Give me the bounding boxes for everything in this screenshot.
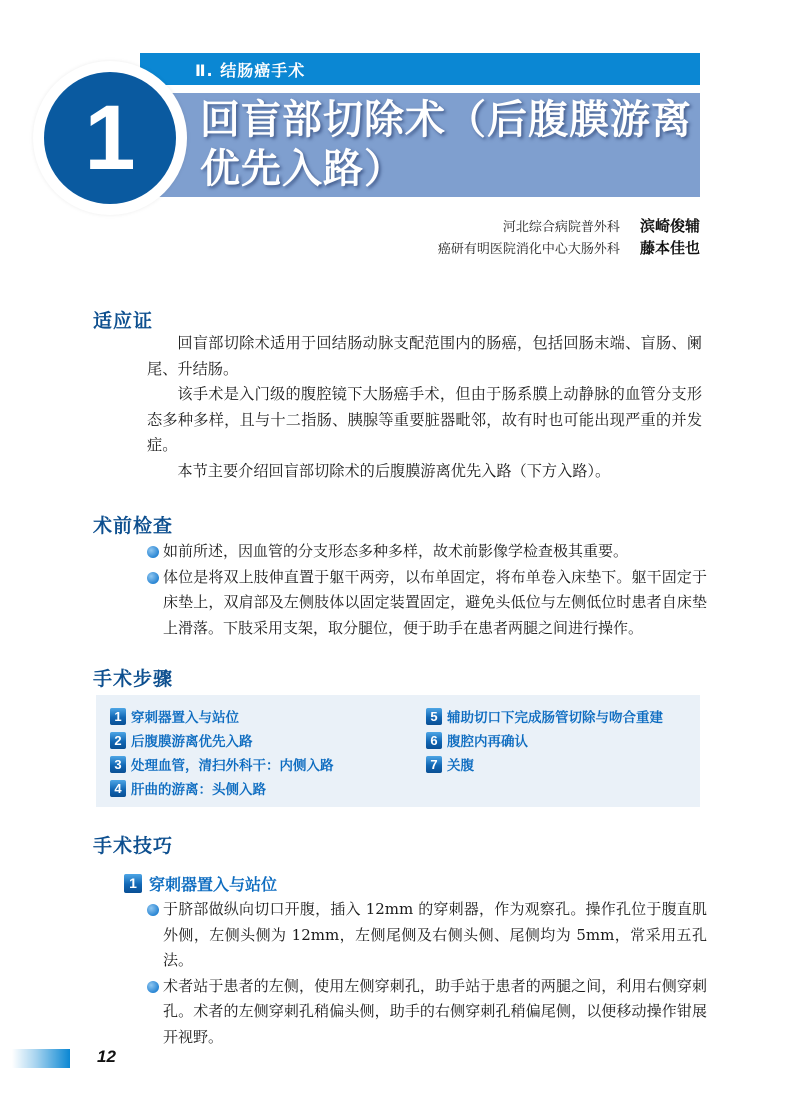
bullet-text: 如前所述，因血管的分支形态多种多样，故术前影像学检查极其重要。 [163, 542, 629, 560]
section-heading-steps: 手术步骤 [93, 668, 174, 690]
step-number-icon: 7 [426, 756, 442, 773]
bullet-dot-icon [147, 904, 159, 916]
step-label: 腹腔内再确认 [447, 734, 528, 750]
steps-box [96, 695, 700, 807]
paragraph: 回盲部切除术适用于回结肠动脉支配范围内的肠癌，包括回肠末端、盲肠、阑尾、升结肠。 [147, 334, 702, 378]
step-item-5 [426, 706, 663, 726]
bullet-dot-icon [147, 572, 159, 584]
page-number: 12 [97, 1047, 116, 1066]
section-heading-preop: 术前检查 [93, 515, 174, 537]
step-item-7 [426, 754, 474, 774]
subsection-title: 穿刺器置入与站位 [149, 875, 278, 894]
chapter-number: 1 [84, 87, 136, 189]
author-name: 藤本佳也 [639, 239, 700, 257]
step-item-4 [110, 778, 266, 798]
author-row [438, 238, 700, 260]
step-item-3 [110, 754, 334, 774]
bullet-item [147, 897, 707, 974]
step-item-2 [110, 730, 253, 750]
section-label: Ⅱ. 结肠癌手术 [195, 61, 306, 80]
bullet-dot-icon [147, 546, 159, 558]
paragraph: 本节主要介绍回盲部切除术的后腹膜游离优先入路（下方入路）。 [177, 461, 611, 480]
step-label: 辅助切口下完成肠管切除与吻合重建 [447, 710, 663, 726]
chapter-header [0, 0, 800, 210]
section-heading-techniques: 手术技巧 [93, 835, 174, 857]
step-item-6 [426, 730, 528, 750]
step-number-icon: 1 [110, 708, 126, 725]
step-item-1 [110, 706, 239, 726]
footer-accent-bar [12, 1049, 70, 1068]
section-heading-indications: 适应证 [93, 310, 154, 332]
bullet-text: 于脐部做纵向切口开腹，插入 12mm 的穿刺器，作为观察孔。操作孔位于腹直肌外侧，左侧头侧为 12mm，左侧尾侧及右侧头侧、尾侧均为 5mm，常采用五孔法。 [163, 900, 707, 969]
paragraph: 该手术是入门级的腹腔镜下大肠癌手术，但由于肠系膜上动静脉的血管分支形态多种多样，且与十二指肠、胰腺等重要脏器毗邻，故有时也可能出现严重的并发症。 [147, 385, 702, 454]
author-affiliation: 癌研有明医院消化中心大肠外科 [437, 242, 620, 257]
preop-bullets [147, 539, 707, 641]
step-number-icon: 3 [110, 756, 126, 773]
step-number-icon: 1 [124, 874, 142, 893]
step-label: 肝曲的游离：头侧入路 [131, 782, 266, 798]
step-number-icon: 5 [426, 708, 442, 725]
step-number-icon: 2 [110, 732, 126, 749]
step-label: 关腹 [447, 758, 474, 774]
author-list [438, 216, 700, 260]
bullet-text: 术者站于患者的左侧，使用左侧穿刺孔，助手站于患者的两腿之间，利用右侧穿刺孔。术者的左侧穿刺孔稍偏头侧，助手的右侧穿刺孔稍偏尾侧，以便移动操作钳展开视野。 [163, 976, 707, 1046]
bullet-item [147, 974, 707, 1051]
step-label: 后腹膜游离优先入路 [131, 734, 253, 750]
indications-body [147, 331, 702, 484]
step-number-icon: 6 [426, 732, 442, 749]
page-title: 回盲部切除术（后腹膜游离优先入路） [200, 97, 692, 192]
bullet-dot-icon [147, 981, 159, 993]
bullet-item [147, 539, 707, 565]
author-row [438, 216, 700, 238]
step-label: 穿刺器置入与站位 [131, 710, 239, 726]
bullet-item [147, 565, 707, 642]
author-affiliation: 河北综合病院普外科 [502, 220, 620, 235]
step-label: 处理血管，清扫外科干：内侧入路 [131, 758, 334, 774]
subsection-heading [124, 872, 277, 895]
step-number-icon: 4 [110, 780, 126, 797]
author-name: 滨崎俊辅 [639, 217, 700, 235]
bullet-text: 体位是将双上肢伸直置于躯干两旁，以布单固定，将布单卷入床垫下。躯干固定于床垫上，双肩部及左侧肢体以固定装置固定，避免头低位与左侧低位时患者自床垫上滑落。下肢采用支架，取分腿位，便于助手在患者两腿之间进行操作。 [163, 567, 707, 637]
techniques-bullets [147, 897, 707, 1050]
